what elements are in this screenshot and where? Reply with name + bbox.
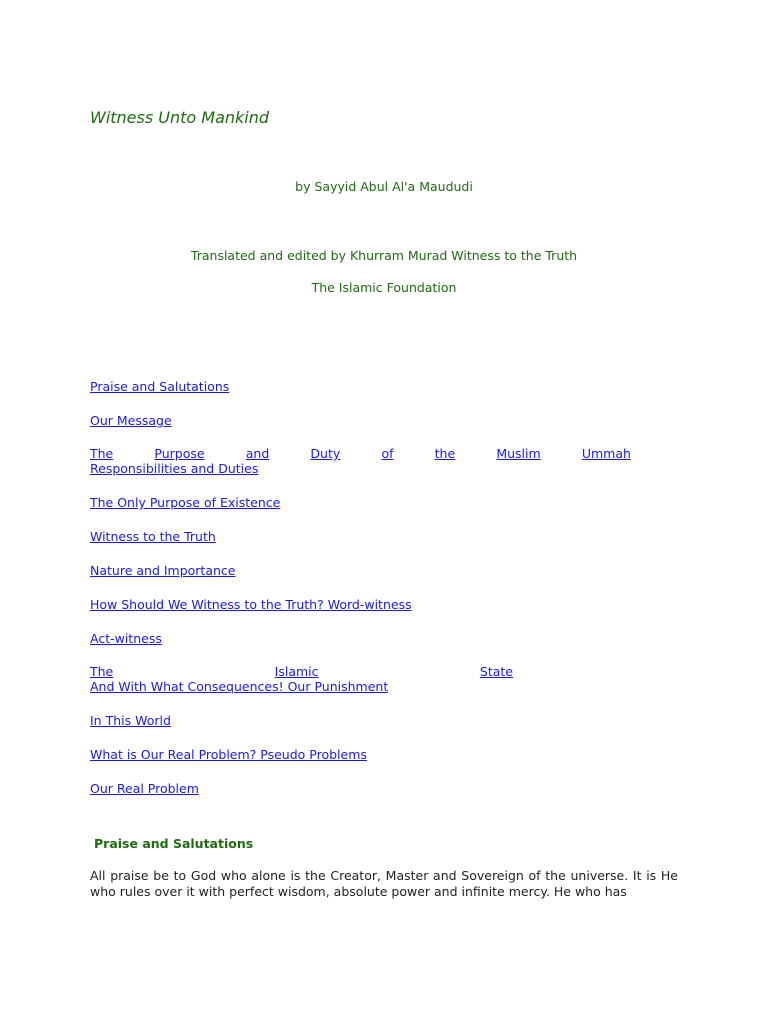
toc-word: Duty [310,446,341,461]
toc-link-nature[interactable]: Nature and Importance [90,563,236,578]
toc-link-in-this-world[interactable]: In This World [90,713,171,728]
toc-link-real-problem[interactable]: Our Real Problem [90,781,199,796]
toc-word: State [479,664,513,679]
toc-link-praise[interactable]: Praise and Salutations [90,379,230,394]
toc-item [90,596,631,612]
toc-link-only-purpose[interactable]: The Only Purpose of Existence [90,495,281,510]
toc-word: Ummah [581,446,631,461]
toc-word: and [245,446,270,461]
toc-item [90,378,631,394]
translator-line: Translated and edited by Khurram Murad Witness to the Truth [190,248,578,263]
toc-item [90,494,631,510]
toc-link-how-should[interactable]: How Should We Witness to the Truth? Word-witness [90,597,412,612]
toc-word: The [90,446,114,461]
toc-item [90,664,513,694]
toc-item [90,446,631,476]
toc-word: the [434,446,456,461]
publisher-line: The Islamic Foundation [311,280,457,295]
toc-item [90,780,631,796]
toc-link-purpose[interactable] [90,446,631,461]
toc-item [90,712,631,728]
toc-link-act-witness[interactable]: Act-witness [90,631,162,646]
toc-link-consequences[interactable]: And With What Consequences! Our Punishment [90,679,389,694]
toc-item [90,562,631,578]
section-body-text: All praise be to God who alone is the Creator, Master and Sovereign of the universe. It is He who rules over it with perfect wisdom, absolute power and infinite mercy. He who has [90,868,678,899]
toc-link-islamic-state[interactable] [90,664,513,679]
toc-link-real-problem-question[interactable]: What is Our Real Problem? Pseudo Problems [90,747,367,762]
toc-item [90,412,631,428]
document-title: Witness Unto Mankind [90,108,270,127]
toc-word: Islamic [274,664,319,679]
toc-word: Muslim [496,446,541,461]
toc-word: of [381,446,394,461]
toc-link-witness-truth[interactable]: Witness to the Truth [90,529,216,544]
toc-link-message[interactable]: Our Message [90,413,172,428]
section-heading: Praise and Salutations [94,836,254,851]
toc-word: The [90,664,114,679]
toc-item [90,746,631,762]
toc-word: Purpose [154,446,205,461]
toc-item [90,528,631,544]
toc-link-responsibilities[interactable]: Responsibilities and Duties [90,461,259,476]
toc-item [90,630,631,646]
table-of-contents [90,378,631,814]
author-line: by Sayyid Abul Al'a Maududi [295,179,473,194]
